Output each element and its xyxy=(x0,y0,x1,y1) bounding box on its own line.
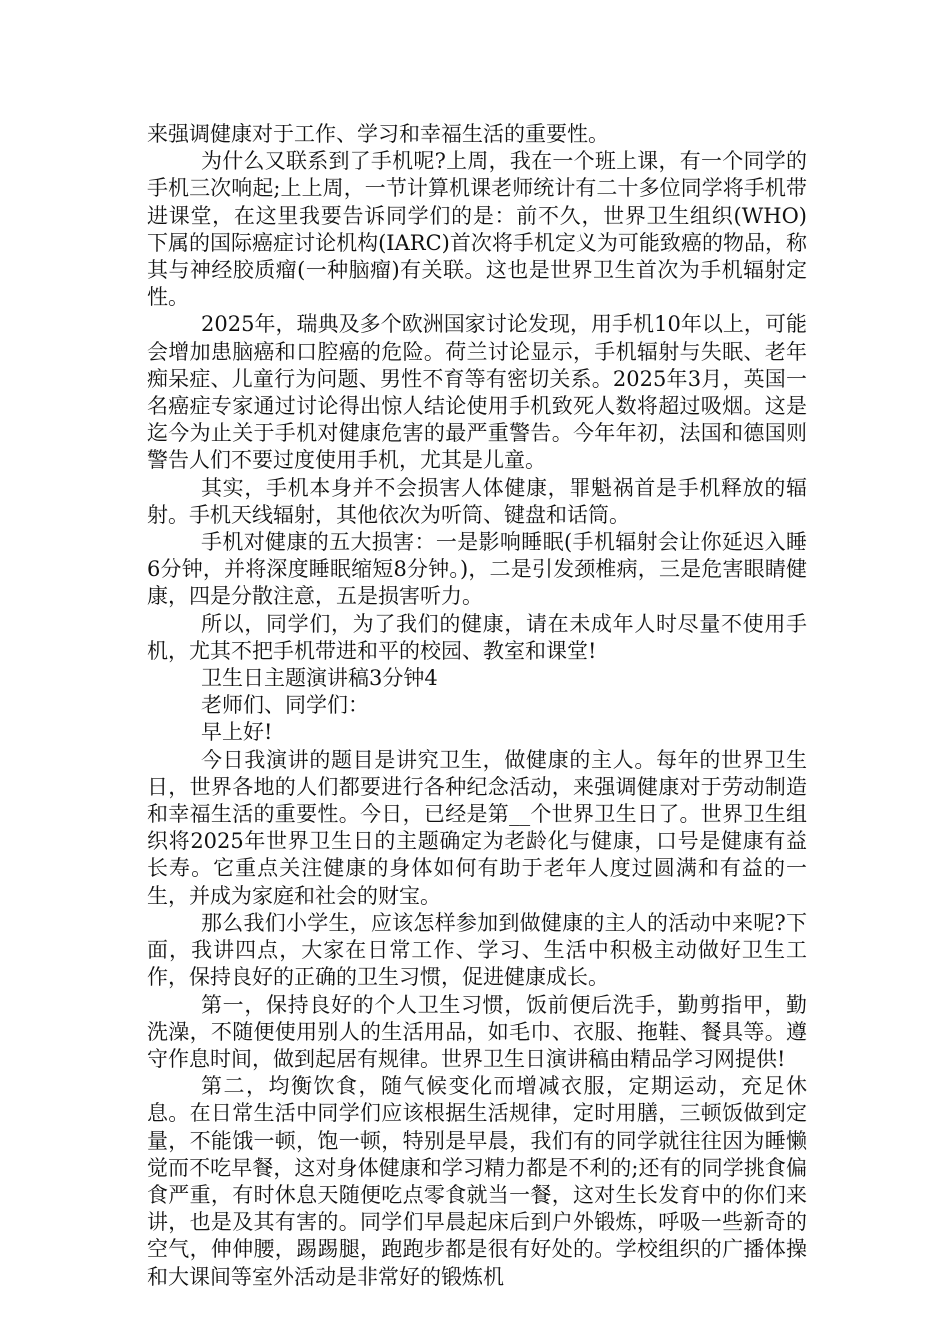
salutation: 老师们、同学们： xyxy=(201,693,369,718)
paragraph-phone-question: 为什么又联系到了手机呢?上周，我在一个班上课，有一个同学的手机三次响起;上上周，一节计算机课老师统计有二十多位同学将手机带进课堂，在这里我要告诉同学们的是：前不久，世界卫生组织(WHO)下属的国际癌症讨论机构(IARC)首次将手机定义为可能致癌的物品，称其与神经胶质瘤(一种脑瘤)有关联。这也是世界卫生首次为手机辐射定性。 xyxy=(147,149,807,310)
paragraph-research-findings: 2025年，瑞典及多个欧洲国家讨论发现，用手机10年以上，可能会增加患脑癌和口腔癌的危险。荷兰讨论显示，手机辐射与失眠、老年痴呆症、儿童行为问题、男性不育等有密切关系。2025年3月，英国一名癌症专家通过讨论得出惊人结论使用手机致死人数将超过吸烟。这是迄今为止关于手机对健康危害的最严重警告。今年年初，法国和德国则警告人们不要过度使用手机，尤其是儿童。 xyxy=(147,312,807,473)
paragraph-how-to-participate: 那么我们小学生，应该怎样参加到做健康的主人的活动中来呢?下面，我讲四点，大家在日常工作、学习、生活中积极主动做好卫生工作，保持良好的正确的卫生习惯，促进健康成长。 xyxy=(147,910,807,990)
document-body xyxy=(147,121,807,1291)
paragraph-point-one: 第一，保持良好的个人卫生习惯，饭前便后洗手，勤剪指甲，勤洗澡，不随便使用别人的生活用品，如毛巾、衣服、拖鞋、餐具等。遵守作息时间，做到起居有规律。世界卫生日演讲稿由精品学习网提供! xyxy=(147,992,807,1071)
paragraph-point-two: 第二，均衡饮食，随气候变化而增减衣服，定期运动，充足休息。在日常生活中同学们应该根据生活规律，定时用膳，三顿饭做到定量，不能饿一顿，饱一顿，特别是早晨，我们有的同学就往往因为睡懒觉而不吃早餐，这对身体健康和学习精力都是不利的;还有的同学挑食偏食严重，有时休息天随便吃点零食就当一餐，这对生长发育中的你们来讲，也是及其有害的。同学们早晨起床后到户外锻炼，呼吸一些新奇的空气，伸伸腰，踢踢腿，跑跑步都是很有好处的。学校组织的广播体操和大课间等室外活动是非常好的锻炼机 xyxy=(147,1074,807,1289)
paragraph-five-harms: 手机对健康的五大损害：一是影响睡眠(手机辐射会让你延迟入睡6分钟，并将深度睡眠缩短8分钟。)，二是引发颈椎病，三是危害眼睛健康，四是分散注意，五是损害听力。 xyxy=(147,530,807,609)
paragraph-continuation: 来强调健康对于工作、学习和幸福生活的重要性。 xyxy=(147,122,609,146)
paragraph-radiation-source: 其实，手机本身并不会损害人体健康，罪魁祸首是手机释放的辐射。手机天线辐射，其他依次为听筒、键盘和话筒。 xyxy=(147,475,807,527)
section-heading: 卫生日主题演讲稿3分钟4 xyxy=(201,666,438,691)
greeting: 早上好! xyxy=(201,720,273,745)
paragraph-speech-topic: 今日我演讲的题目是讲究卫生，做健康的主人。每年的世界卫生日，世界各地的人们都要进行各种纪念活动，来强调健康对于劳动制造和幸福生活的重要性。今日，已经是第__个世界卫生日了。世界卫生组织将2025年世界卫生日的主题确定为老龄化与健康，口号是健康有益长寿。它重点关注健康的身体如何有助于老年人度过圆满和有益的一生，并成为家庭和社会的财宝。 xyxy=(147,747,807,908)
paragraph-appeal: 所以，同学们，为了我们的健康，请在未成年人时尽量不使用手机，尤其不把手机带进和平的校园、教室和课堂! xyxy=(147,611,807,663)
